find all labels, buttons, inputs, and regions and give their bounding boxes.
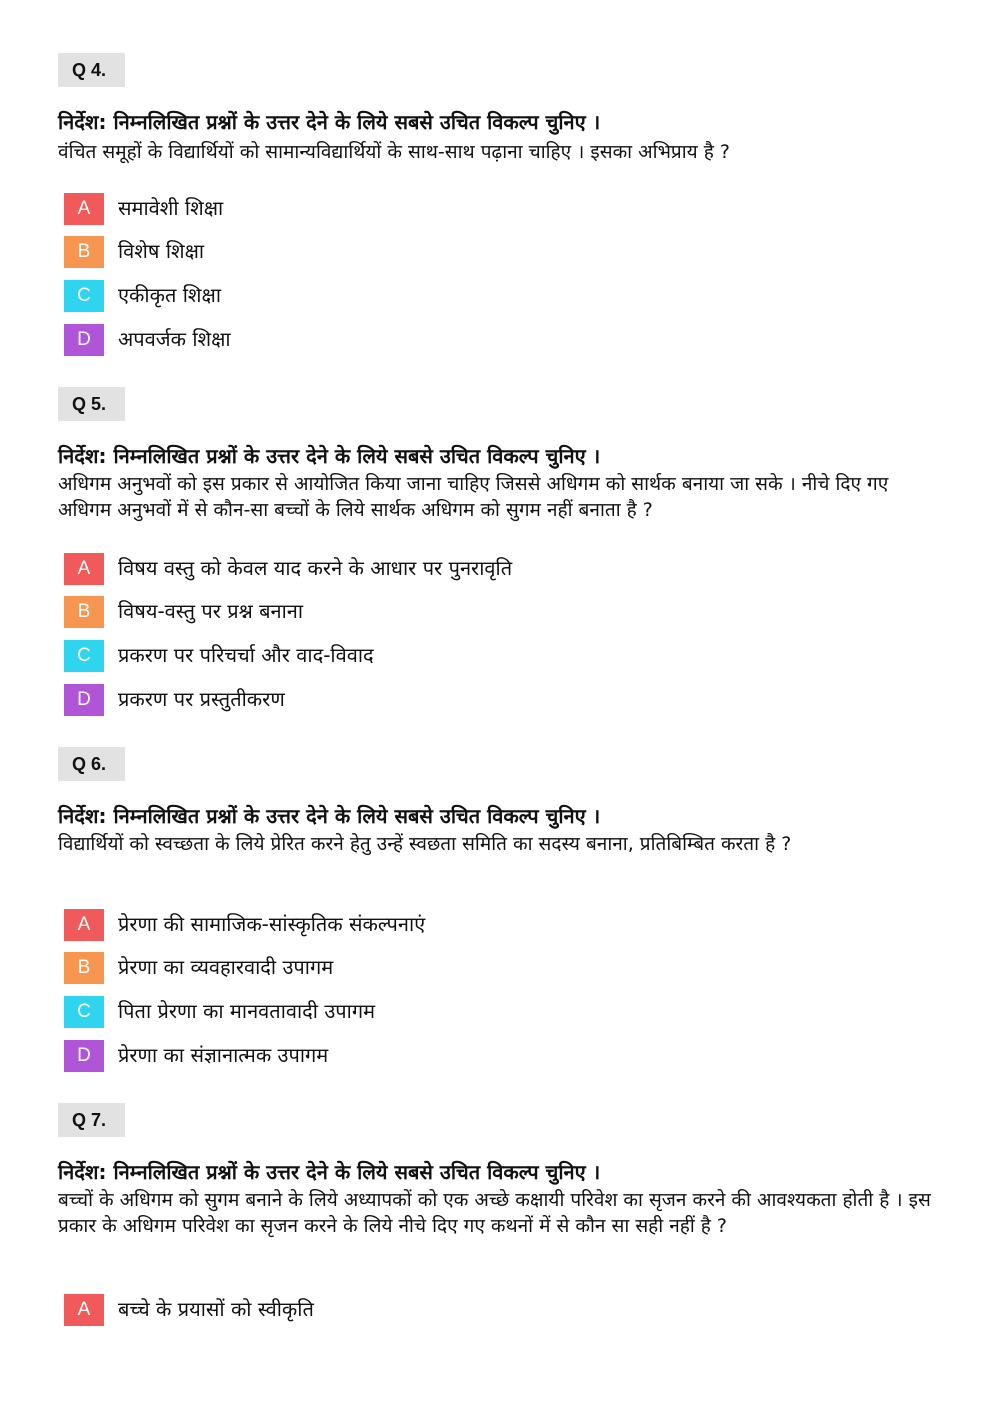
option-badge: C (64, 280, 104, 312)
option-a[interactable] (0, 553, 900, 585)
option-b[interactable] (0, 236, 900, 268)
question-label: Q 5. (58, 387, 125, 421)
option-text: विषय वस्तु को केवल याद करने के आधार पर पुनरावृति (118, 556, 513, 580)
option-d[interactable] (0, 684, 900, 716)
option-badge: C (64, 640, 104, 672)
option-b[interactable] (0, 952, 900, 984)
instruction-text: निर्देश: निम्नलिखित प्रश्नों के उत्तर देने के लिये सबसे उचित विकल्प चुनिए । (58, 1160, 601, 1184)
option-badge: D (64, 1040, 104, 1072)
question-label: Q 7. (58, 1103, 125, 1137)
option-badge: A (64, 1294, 104, 1326)
question-label: Q 6. (58, 747, 125, 781)
option-badge: D (64, 684, 104, 716)
instruction-text: निर्देश: निम्नलिखित प्रश्नों के उत्तर देने के लिये सबसे उचित विकल्प चुनिए । (58, 804, 601, 828)
option-a[interactable] (0, 193, 900, 225)
option-text: प्रेरणा की सामाजिक-सांस्कृतिक संकल्पनाएं (118, 912, 426, 936)
option-badge: B (64, 236, 104, 268)
question-text: अधिगम अनुभवों को इस प्रकार से आयोजित किया जाना चाहिए जिससे अधिगम को सार्थक बनाया जा सके । नीचे दिए गए अधिगम अनुभवों में से कौन-सा बच्चों के लिये सार्थक अधिगम को सुगम नहीं बनाता है ? (58, 473, 889, 521)
option-badge: C (64, 996, 104, 1028)
option-text: विषय-वस्तु पर प्रश्न बनाना (118, 599, 304, 623)
question-text: बच्चों के अधिगम को सुगम बनाने के लिये अध्यापकों को एक अच्छे कक्षायी परिवेश का सृजन करने की आवश्यकता होती है । इस प्रकार के अधिगम परिवेश का सृजन करने के लिये नीचे दिए गए कथनों में से कौन सा सही नहीं है ? (58, 1189, 931, 1237)
option-badge: B (64, 952, 104, 984)
option-text: अपवर्जक शिक्षा (118, 327, 231, 351)
option-badge: A (64, 193, 104, 225)
option-text: एकीकृत शिक्षा (118, 283, 222, 307)
option-text: प्रकरण पर परिचर्चा और वाद-विवाद (118, 643, 374, 667)
option-badge: A (64, 553, 104, 585)
option-text: समावेशी शिक्षा (118, 196, 224, 220)
question-text: वंचित समूहों के विद्यार्थियों को सामान्यविद्यार्थियों के साथ-साथ पढ़ाना चाहिए । इसका अभिप्राय है ? (58, 141, 730, 163)
option-badge: B (64, 596, 104, 628)
option-badge: A (64, 909, 104, 941)
option-d[interactable] (0, 1040, 900, 1072)
option-b[interactable] (0, 596, 900, 628)
option-text: प्रेरणा का संज्ञानात्मक उपागम (118, 1043, 329, 1067)
option-c[interactable] (0, 996, 900, 1028)
question-text: विद्यार्थियों को स्वच्छता के लिये प्रेरित करने हेतु उन्हें स्वछता समिति का सदस्य बनाना, प्रतिबिम्बित करता है ? (58, 833, 792, 855)
option-text: प्रकरण पर प्रस्तुतीकरण (118, 687, 285, 711)
option-c[interactable] (0, 280, 900, 312)
option-text: बच्चे के प्रयासों को स्वीकृति (118, 1297, 314, 1321)
option-d[interactable] (0, 324, 900, 356)
option-text: प्रेरणा का व्यवहारवादी उपागम (118, 955, 334, 979)
instruction-text: निर्देश: निम्नलिखित प्रश्नों के उत्तर देने के लिये सबसे उचित विकल्प चुनिए । (58, 110, 601, 134)
question-label: Q 4. (58, 53, 125, 87)
option-a[interactable] (0, 1294, 900, 1326)
instruction-text: निर्देश: निम्नलिखित प्रश्नों के उत्तर देने के लिये सबसे उचित विकल्प चुनिए । (58, 444, 601, 468)
option-text: विशेष शिक्षा (118, 239, 205, 263)
option-a[interactable] (0, 909, 900, 941)
option-c[interactable] (0, 640, 900, 672)
option-text: पिता प्रेरणा का मानवतावादी उपागम (118, 999, 376, 1023)
option-badge: D (64, 324, 104, 356)
